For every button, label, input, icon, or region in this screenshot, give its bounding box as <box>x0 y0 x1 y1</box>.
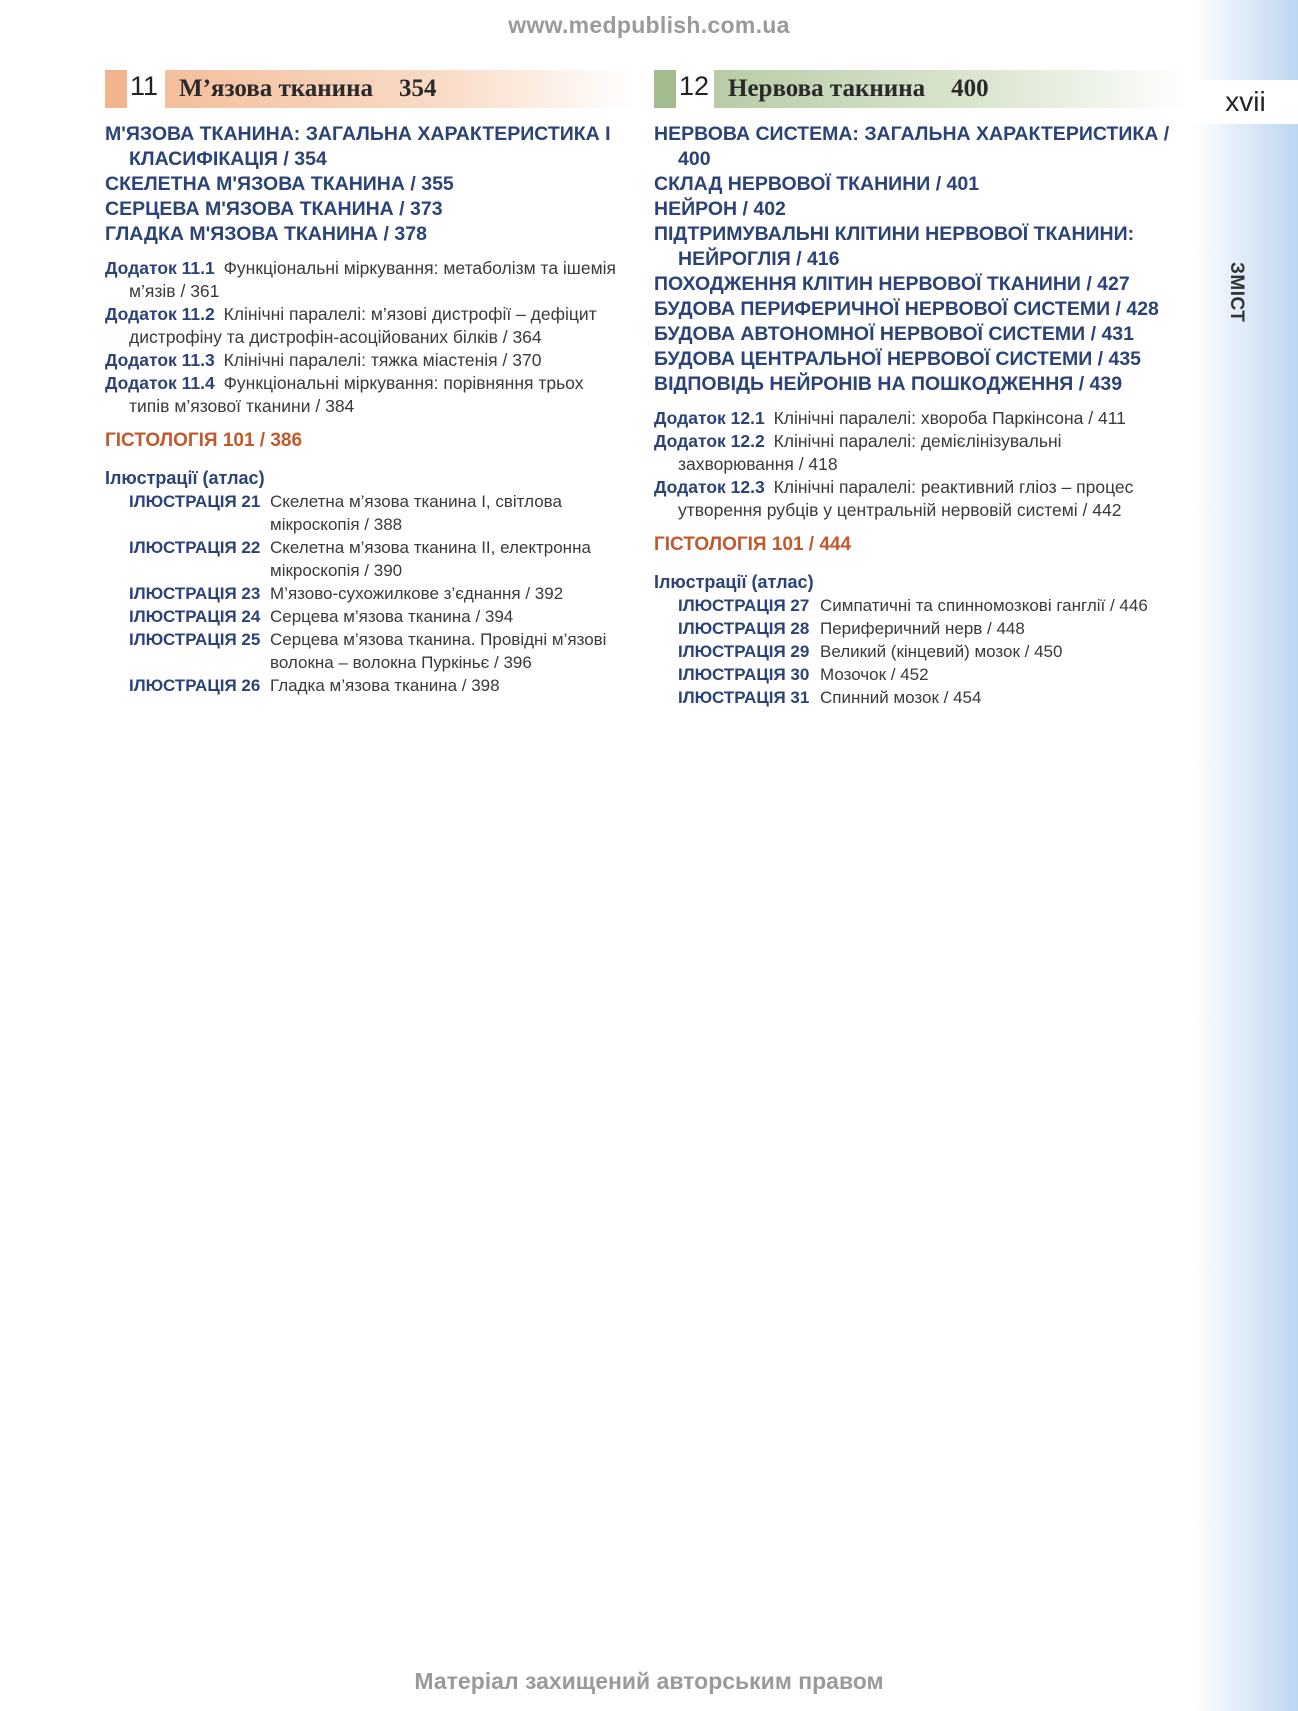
toc-section-link[interactable]: БУДОВА ЦЕНТРАЛЬНОЇ НЕРВОВОЇ СИСТЕМИ / 435 <box>654 348 1142 370</box>
addendum-label: Додаток 12.2 <box>654 431 765 451</box>
watermark-url: www.medpublish.com.ua <box>508 12 790 38</box>
toc-section-link[interactable]: БУДОВА АВТОНОМНОЇ НЕРВОВОЇ СИСТЕМИ / 431 <box>654 323 1134 345</box>
chapter-title <box>728 75 989 103</box>
chapter-color-tab <box>105 70 127 108</box>
addendum-entry[interactable] <box>105 303 620 349</box>
addendum-text: Клінічні паралелі: хвороба Паркінсона / 411 <box>773 408 1126 428</box>
illustration-label: ІЛЮСТРАЦІЯ 25 <box>129 630 261 649</box>
illustration-entry[interactable] <box>105 582 620 605</box>
addendum-label: Додаток 11.3 <box>105 350 215 370</box>
addendum-text: Клінічні паралелі: демієлінізувальні захворювання / 418 <box>678 431 1062 474</box>
illustration-entry[interactable] <box>654 686 1174 709</box>
addendum-label: Додаток 11.4 <box>105 373 215 393</box>
addendum-text: Клінічні паралелі: тяжка міастенія / 370 <box>223 350 542 370</box>
illustration-entry[interactable] <box>105 536 620 582</box>
addendum-text: Функціональні міркування: метаболізм та ішемія м’язів / 361 <box>129 258 616 301</box>
chapter-title <box>179 75 437 103</box>
illustration-list <box>654 594 1174 709</box>
chapter-11-column <box>105 70 620 697</box>
addendum-entry[interactable] <box>654 430 1174 476</box>
toc-section-link[interactable]: БУДОВА ПЕРИФЕРИЧНОЇ НЕРВОВОЇ СИСТЕМИ / 428 <box>654 298 1159 320</box>
illustration-text: М’язово-сухожилкове з’єднання / 392 <box>270 584 564 603</box>
chapter-start-page: 354 <box>399 75 437 102</box>
illustration-text: Скелетна м’язова тканина ІІ, електронна мікроскопія / 390 <box>270 538 591 580</box>
illustration-text: Великий (кінцевий) мозок / 450 <box>820 642 1063 661</box>
illustration-text: Мозочок / 452 <box>820 665 929 684</box>
chapter-start-page: 400 <box>951 75 989 102</box>
addendum-entry[interactable] <box>105 257 620 303</box>
illustration-text: Серцева м’язова тканина. Провідні м’язові волокна – волокна Пуркіньє / 396 <box>270 630 607 672</box>
addendum-label: Додаток 12.3 <box>654 477 765 497</box>
illustration-label: ІЛЮСТРАЦІЯ 21 <box>129 492 261 511</box>
addendum-text: Клінічні паралелі: реактивний гліоз – процес утворення рубців у центральній нервовій системі / 442 <box>678 477 1134 520</box>
illustration-text: Спинний мозок / 454 <box>820 688 982 707</box>
illustration-entry[interactable] <box>654 594 1174 617</box>
chapter-12-column <box>654 70 1174 709</box>
toc-section-link[interactable]: НЕЙРОН / 402 <box>654 198 786 220</box>
illustration-label: ІЛЮСТРАЦІЯ 24 <box>129 607 261 626</box>
atlas-heading: Ілюстрації (атлас) <box>654 572 814 592</box>
toc-section-link[interactable]: СКЛАД НЕРВОВОЇ ТКАНИНИ / 401 <box>654 173 980 195</box>
illustration-entry[interactable] <box>105 674 620 697</box>
addendum-text: Функціональні міркування: порівняння трьох типів м’язової тканини / 384 <box>129 373 584 416</box>
illustration-label: ІЛЮСТРАЦІЯ 29 <box>678 642 810 661</box>
chapter-header <box>654 70 1174 108</box>
illustration-label: ІЛЮСТРАЦІЯ 23 <box>129 584 261 603</box>
histology-101-link[interactable]: ГІСТОЛОГІЯ 101 / 386 <box>105 430 303 451</box>
side-tab-strip <box>1193 0 1298 1711</box>
illustration-label: ІЛЮСТРАЦІЯ 27 <box>678 596 810 615</box>
addendum-list <box>654 407 1174 522</box>
addendum-entry[interactable] <box>105 349 620 372</box>
chapter-number: 12 <box>679 71 710 101</box>
side-tab-label: ЗМІСТ <box>1226 262 1247 323</box>
addendum-list <box>105 257 620 418</box>
addendum-label: Додаток 11.2 <box>105 304 215 324</box>
illustration-entry[interactable] <box>105 605 620 628</box>
chapter-header <box>105 70 620 108</box>
toc-section-link[interactable]: М'ЯЗОВА ТКАНИНА: ЗАГАЛЬНА ХАРАКТЕРИСТИКА І КЛАСИФІКАЦІЯ / 354 <box>105 123 611 170</box>
illustration-label: ІЛЮСТРАЦІЯ 22 <box>129 538 261 557</box>
addendum-entry[interactable] <box>105 372 620 418</box>
illustration-text: Скелетна м’язова тканина І, світлова мікроскопія / 388 <box>270 492 562 534</box>
toc-section-link[interactable]: ГЛАДКА М'ЯЗОВА ТКАНИНА / 378 <box>105 223 427 245</box>
section-list <box>105 122 620 247</box>
toc-section-link[interactable]: ПОХОДЖЕННЯ КЛІТИН НЕРВОВОЇ ТКАНИНИ / 427 <box>654 273 1130 295</box>
addendum-entry[interactable] <box>654 407 1174 430</box>
illustration-entry[interactable] <box>105 628 620 674</box>
illustration-entry[interactable] <box>654 663 1174 686</box>
illustration-entry[interactable] <box>654 640 1174 663</box>
chapter-title-text: Нервова такнина <box>728 75 926 102</box>
toc-section-link[interactable]: ВІДПОВІДЬ НЕЙРОНІВ НА ПОШКОДЖЕННЯ / 439 <box>654 373 1123 395</box>
chapter-color-tab <box>654 70 676 108</box>
illustration-label: ІЛЮСТРАЦІЯ 28 <box>678 619 810 638</box>
page-number: xvii <box>1193 80 1298 124</box>
illustration-label: ІЛЮСТРАЦІЯ 26 <box>129 676 261 695</box>
histology-101-link[interactable]: ГІСТОЛОГІЯ 101 / 444 <box>654 534 852 555</box>
illustration-entry[interactable] <box>105 490 620 536</box>
illustration-text: Гладка м’язова тканина / 398 <box>270 676 500 695</box>
atlas-heading: Ілюстрації (атлас) <box>105 468 265 488</box>
illustration-label: ІЛЮСТРАЦІЯ 31 <box>678 688 810 707</box>
chapter-title-text: М’язова тканина <box>179 75 373 102</box>
illustration-entry[interactable] <box>654 617 1174 640</box>
illustration-label: ІЛЮСТРАЦІЯ 30 <box>678 665 810 684</box>
section-list <box>654 122 1174 397</box>
illustration-text: Симпатичні та спинномозкові ганглії / 446 <box>820 596 1148 615</box>
illustration-list <box>105 490 620 697</box>
illustration-text: Периферичний нерв / 448 <box>820 619 1025 638</box>
addendum-label: Додаток 12.1 <box>654 408 765 428</box>
toc-section-link[interactable]: СКЕЛЕТНА М'ЯЗОВА ТКАНИНА / 355 <box>105 173 454 195</box>
addendum-text: Клінічні паралелі: м’язові дистрофії – дефіцит дистрофіну та дистрофін-асоційованих білків / 364 <box>129 304 597 347</box>
addendum-label: Додаток 11.1 <box>105 258 215 278</box>
chapter-number: 11 <box>130 71 159 101</box>
toc-section-link[interactable]: СЕРЦЕВА М'ЯЗОВА ТКАНИНА / 373 <box>105 198 443 220</box>
copyright-watermark: Матеріал захищений авторським правом <box>414 1668 884 1694</box>
toc-section-link[interactable]: НЕРВОВА СИСТЕМА: ЗАГАЛЬНА ХАРАКТЕРИСТИКА / 400 <box>654 123 1170 170</box>
toc-section-link[interactable]: ПІДТРИМУВАЛЬНІ КЛІТИНИ НЕРВОВОЇ ТКАНИНИ: НЕЙРОГЛІЯ / 416 <box>654 223 1135 270</box>
illustration-text: Серцева м’язова тканина / 394 <box>270 607 514 626</box>
addendum-entry[interactable] <box>654 476 1174 522</box>
